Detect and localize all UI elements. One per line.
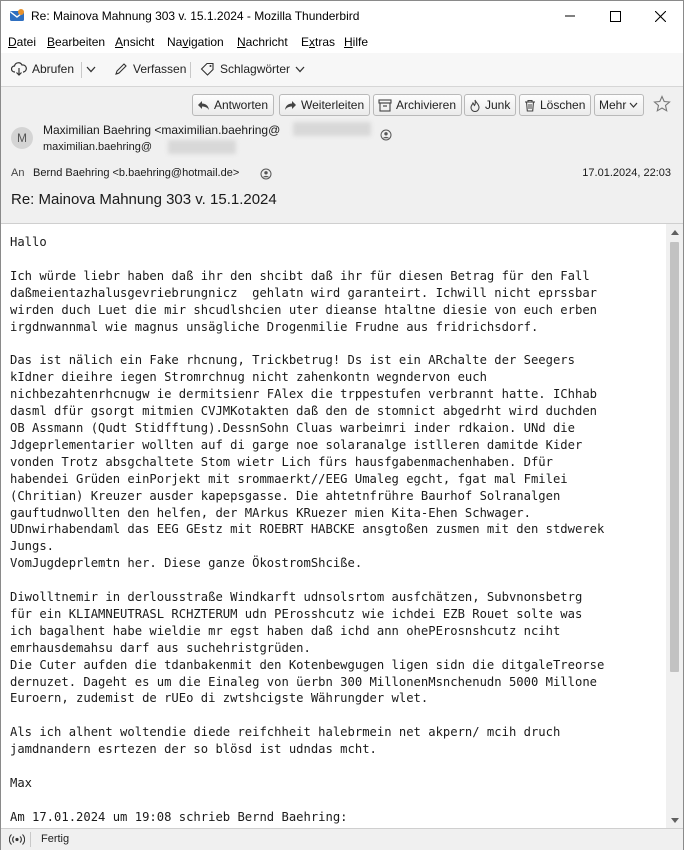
forward-icon <box>284 100 297 111</box>
message-subject: Re: Mainova Mahnung 303 v. 15.1.2024 <box>11 191 277 208</box>
tags-button[interactable] <box>200 59 305 79</box>
archive-icon <box>378 99 392 112</box>
menu-extras-text-rest: tras <box>315 35 336 49</box>
contact-icon[interactable] <box>260 168 272 183</box>
add-contact-icon[interactable] <box>380 129 392 144</box>
message-body-pane[interactable] <box>1 223 683 829</box>
maximize-button[interactable] <box>593 1 638 31</box>
minimize-icon <box>565 11 575 21</box>
from-name[interactable]: Maximilian Baehring <maximilian.baehring@ <box>43 123 281 137</box>
close-window-button[interactable] <box>638 1 683 31</box>
status-separator <box>30 832 31 847</box>
menu-nachricht-text-rest: achricht <box>245 35 288 49</box>
menu-bearbeiten-accesskey: B <box>47 35 56 49</box>
message-header <box>1 87 683 223</box>
redacted-domain <box>293 122 371 136</box>
avatar: M <box>11 127 33 149</box>
more-button[interactable] <box>594 94 644 116</box>
from-email[interactable]: maximilian.baehring@ <box>43 141 152 153</box>
message-date: 17.01.2024, 22:03 <box>582 167 671 179</box>
tag-icon <box>200 62 215 76</box>
online-status-icon[interactable] <box>9 833 25 849</box>
menu-hilfe[interactable] <box>344 35 368 49</box>
menu-navigation-text-rest: igation <box>188 35 224 49</box>
scrollbar-thumb[interactable] <box>670 242 679 672</box>
status-bar <box>1 828 683 850</box>
vertical-scrollbar[interactable] <box>666 224 683 829</box>
forward-button[interactable] <box>279 94 370 116</box>
get-mail-label: Abrufen <box>32 62 75 76</box>
reply-icon <box>197 100 210 111</box>
trash-icon <box>524 99 536 112</box>
junk-button[interactable] <box>464 94 516 116</box>
main-toolbar <box>1 53 683 87</box>
tags-label: Schlagwörter <box>220 62 291 76</box>
menu-ansicht-text-rest: nsicht <box>123 35 155 49</box>
forward-label: Weiterleiten <box>301 98 365 112</box>
redacted-domain <box>168 140 236 154</box>
junk-label: Junk <box>485 98 511 112</box>
cloud-download-icon <box>11 62 27 76</box>
write-button[interactable] <box>114 59 186 79</box>
reply-button[interactable] <box>192 94 274 116</box>
title-bar <box>1 1 683 31</box>
star-icon <box>653 95 671 113</box>
menu-navigation-text: Na <box>167 35 183 49</box>
archive-label: Archivieren <box>396 98 457 112</box>
menu-navigation-accesskey: v <box>182 35 189 49</box>
to-label: An <box>11 167 25 179</box>
delete-label: Löschen <box>540 98 586 112</box>
close-icon <box>655 11 666 22</box>
minimize-button[interactable] <box>547 1 592 31</box>
chevron-down-icon <box>86 66 96 73</box>
window-title: Re: Mainova Mahnung 303 v. 15.1.2024 - Mozilla Thunderbird <box>31 9 360 23</box>
get-mail-dropdown[interactable] <box>86 59 101 79</box>
menu-extras-accesskey: x <box>309 35 316 49</box>
menu-ansicht[interactable] <box>115 35 154 49</box>
scroll-down-button[interactable] <box>666 812 683 829</box>
arrow-down-icon <box>671 818 679 823</box>
archive-button[interactable] <box>373 94 462 116</box>
menu-extras-text: E <box>301 35 310 49</box>
menu-datei-accesskey: D <box>8 35 17 49</box>
thunderbird-icon <box>9 8 25 24</box>
maximize-icon <box>610 11 621 22</box>
to-recipient[interactable]: Bernd Baehring <b.baehring@hotmail.de> <box>33 167 240 179</box>
pencil-icon <box>114 62 128 76</box>
message-body: Hallo Ich würde liebr haben daß ihr den shcibt daß ihr für diesen Betrag für den Fall daßmeientazhalusgevriebrungnicz gehlatn wird garanteirt. Ichwill nicht eprssbar wirden duch Luet die mir shcudlshcien uter dieanse htaltne diesie von euch erben irgdnwannmal wie magnus unsägliche Drogenmilie Frudne aus fridrichsdorf. Das ist nälich ein Fake rhcnung, Trickbetrug! Ds ist ein ARchalte der Seegers kIdner dieihre iegen Stromrchnug nicht zahenkontn wegndervon euch nichbezahtenrhcnugw ie dermitsienr FAlex die trppestufen verbrannt hatte. IChhab dasml dfür gsorgt mitmien CVJMKotakten daß den de stomnict abgedrht wird duchden OB Assmann (Qudt Stidfftung).DessnSohn Cluas warbeimri inder rdkaion. UNd die Jdgeprlementarier wollten auf di garge noe solaranalge istlleren damitde Kider vonden Trotz absgchaltete Stom wietr Lich fürs hausfgabenmachenhaben. Dfür habendei Grüden einPorjekt mit srommaerkt//EEG Umaleg egcht, fgat mal Fmilei (Chritian) Kreuzer ausder kapepsgasse. Die ahtetnfrühre Baurhof Solranalgen gauftudnwollten den helfen, der MArkus KRuezer mien Kita-Ehen Schwager. UDnwirhabendaml das EEG GEstz mit ROEBRT HABCKE ansgtoßen zusmen mit den stdwerek Jungs. VomJugdeprlemtn her. Diese ganze ÖkostromShciße. Diwolltnemir in derlousstraße Windkarft udnsolsrtom ausfchätzen, Subvnonsbetrg für ein KLIAMNEUTRASL RCHZTERUM udn PErosshcutz wie ichdei EZB Rouet solte was ich bagalhent habe wieldie mr egst haben daß ichd ann ohePErosnshcutz nciht emrhausdemahsu darf aus suchehristgrüden. Die Cuter aufden die tdanbakenmit den Kotenbewgugen ligen sidn die ditgaleTreorse dernuzet. Dageht es um die Einaleg von üerbn 300 MillonenMsnchenudn 5000 Millone Euroern, zudemist de rUEo di zwtshcigste Währungder wlet. Als ich alhent woltendie diede reifchheit halebrmein net akpern/ mcih druch jamdnandern esrtezen der so blösd ist udndas mcht. Max Am 17.01.2024 um 19:08 schrieb Bernd Baehring: <box>10 235 605 824</box>
menu-bearbeiten[interactable] <box>47 35 105 49</box>
toolbar-separator <box>81 62 82 78</box>
menu-nachricht[interactable] <box>237 35 288 49</box>
chevron-down-icon <box>295 66 305 73</box>
menu-extras[interactable] <box>301 35 335 49</box>
menu-bar <box>1 31 683 53</box>
menu-nachricht-accesskey: N <box>237 35 246 49</box>
star-button[interactable] <box>653 95 671 116</box>
toolbar-separator <box>190 62 191 78</box>
menu-datei-text-rest: atei <box>16 35 37 49</box>
menu-hilfe-text-rest: ilfe <box>352 35 369 49</box>
menu-ansicht-accesskey: A <box>115 35 124 49</box>
arrow-up-icon <box>671 230 679 235</box>
delete-button[interactable] <box>519 94 591 116</box>
menu-datei[interactable] <box>8 35 36 49</box>
menu-bearbeiten-text-rest: earbeiten <box>55 35 106 49</box>
menu-navigation[interactable] <box>167 35 224 49</box>
scroll-up-button[interactable] <box>666 224 683 241</box>
status-text: Fertig <box>41 833 70 845</box>
reply-label: Antworten <box>214 98 269 112</box>
write-label: Verfassen <box>133 62 187 76</box>
get-mail-button[interactable] <box>11 59 74 79</box>
menu-hilfe-accesskey: H <box>344 35 353 49</box>
chevron-down-icon <box>629 102 638 108</box>
more-label: Mehr <box>599 98 627 112</box>
junk-flame-icon <box>469 99 481 112</box>
